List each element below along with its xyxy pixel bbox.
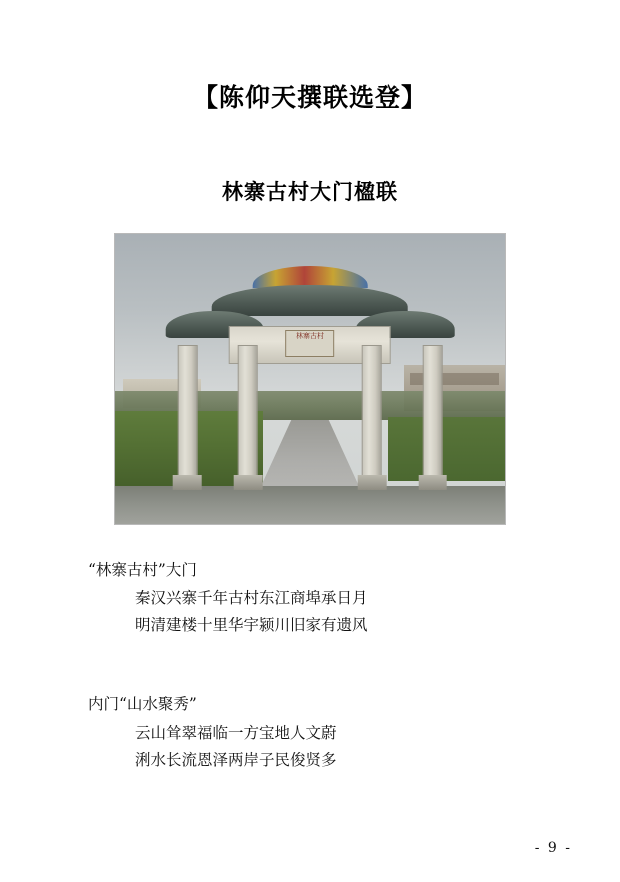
page-number: - 9 -	[534, 840, 572, 856]
gate-pillar-1	[177, 345, 197, 483]
gate-base-4	[418, 475, 447, 489]
gate-pillar-3	[362, 345, 382, 483]
gate-base-1	[173, 475, 202, 489]
gate-photo	[114, 233, 506, 525]
couplet-block-1-label: “林寨古村”大门	[88, 561, 197, 579]
gate-pillar-2	[238, 345, 258, 483]
document-page	[0, 78, 620, 882]
gate-base-2	[234, 475, 263, 489]
gate-plaque: 林寨古村	[285, 330, 334, 356]
couplet-block-1-line-1: 秦汉兴寨千年古村东江商埠承日月	[135, 589, 368, 608]
couplet-block-2-label: 内门“山水聚秀”	[88, 695, 197, 714]
section-title: 林寨古村大门楹联	[222, 179, 398, 204]
figure-container	[0, 233, 620, 525]
couplet-block-1-line-2: 明清建楼十里华宇颍川旧家有遗风	[135, 616, 368, 635]
couplet-block-2-line-2: 浰水长流恩泽两岸子民俊贤多	[135, 750, 337, 769]
block-spacer	[0, 639, 620, 659]
page-title: 【陈仰天撰联选登】	[192, 83, 427, 112]
photo-gate-structure	[166, 254, 455, 492]
couplet-block-2-line-1: 云山耸翠福临一方宝地人文蔚	[135, 723, 337, 742]
gate-pillar-4	[423, 345, 443, 483]
gate-base-3	[358, 475, 387, 489]
roof-center	[212, 285, 408, 316]
